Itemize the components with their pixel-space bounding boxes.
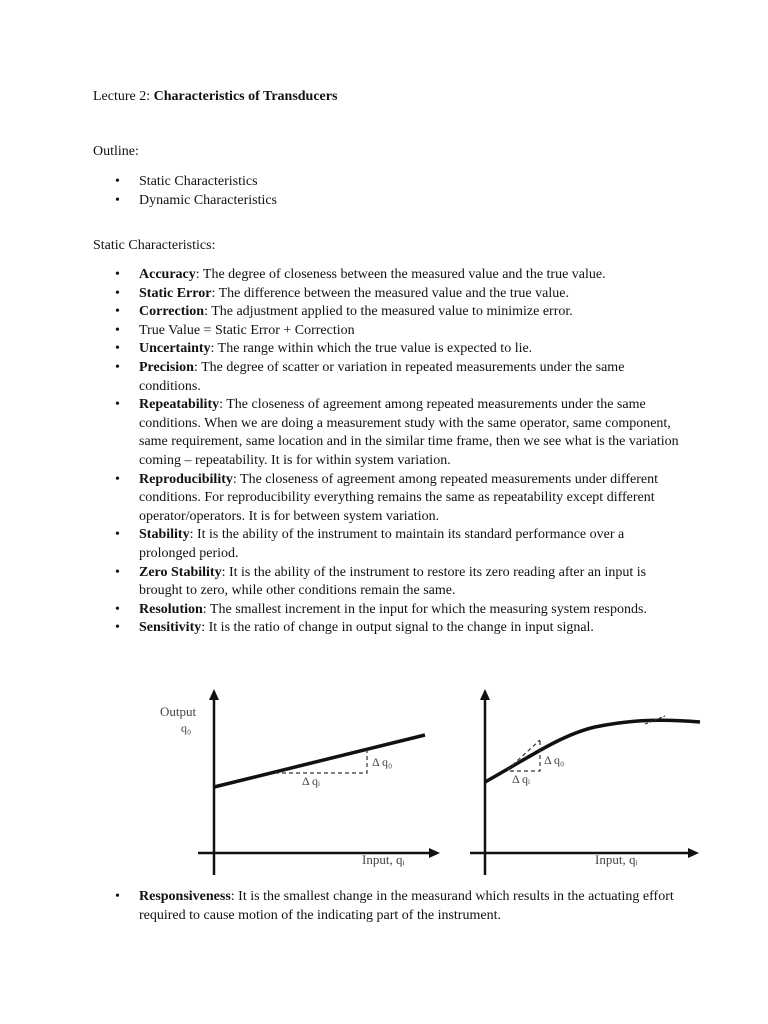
output-label: Output	[160, 704, 197, 719]
static-heading: Static Characteristics:	[93, 238, 216, 253]
definition-item	[93, 564, 683, 601]
definition-text: : The difference between the measured value and the true value.	[211, 285, 569, 301]
definition-item	[93, 266, 683, 285]
y-axis-arrow	[480, 689, 490, 700]
definition-text: : The closeness of agreement among repeated measurements under different conditions. For reproducibility everything remains the same as repeatability except different operator/operators. It is for between system variation.	[139, 471, 659, 524]
definition-item	[93, 285, 683, 304]
output-symbol: q₀	[181, 721, 192, 735]
delta-output-label: Δ q₀	[544, 753, 565, 767]
definition-item	[93, 888, 683, 925]
definition-text: : The adjustment applied to the measured value to minimize error.	[204, 304, 573, 320]
definition-item	[93, 303, 683, 322]
outline-item: • Static Characteristics	[93, 173, 683, 192]
outline-list	[93, 173, 683, 210]
definition-item	[93, 471, 683, 527]
outline-item: • Dynamic Characteristics	[93, 192, 683, 211]
input-label: Input, qᵢ	[362, 852, 405, 867]
post-figure-list	[93, 888, 683, 925]
definition-text: : The degree of closeness between the measured value and the true value.	[195, 267, 606, 282]
definition-term: Precision	[139, 359, 194, 375]
definition-term: Uncertainty	[139, 341, 211, 357]
definition-item	[93, 322, 683, 341]
y-axis-arrow	[209, 689, 219, 700]
static-characteristics-list	[93, 266, 683, 638]
definition-text: : The degree of scatter or variation in repeated measurements under the same conditions.	[139, 359, 625, 394]
definition-text: : It is the ability of the instrument to maintain its standard performance over a prolonged period.	[139, 527, 625, 561]
definition-text: : The smallest increment in the input for which the measuring system responds.	[202, 601, 647, 617]
definition-text: True Value = Static Error + Correction	[139, 322, 355, 338]
definition-item	[93, 526, 683, 563]
lecture-title-line	[93, 88, 337, 107]
definition-item	[93, 340, 683, 359]
delta-input-label: Δ qᵢ	[302, 774, 321, 788]
definition-item	[93, 601, 683, 620]
definition-item	[93, 359, 683, 396]
delta-input-label: Δ qᵢ	[512, 772, 531, 786]
definition-term: Sensitivity	[139, 620, 202, 636]
definition-text: : It is the ability of the instrument to restore its zero reading after an input is brought to zero, while other conditions remain the same.	[139, 564, 647, 599]
x-axis-arrow	[688, 848, 699, 858]
definition-text: : It is the ratio of change in output signal to the change in input signal.	[201, 620, 594, 636]
definition-term: Accuracy	[139, 267, 196, 282]
definition-term: Zero Stability	[139, 564, 222, 580]
input-label: Input, qᵢ	[595, 852, 638, 867]
outline-heading: Outline:	[93, 144, 139, 159]
definition-text: : The closeness of agreement among repeated measurements under the same conditions. When we are doing a measurement study with the same operator, same component, same requirement, same location and in the similar time frame, then we see what is the variation coming – repeatability. It is for within system variation.	[139, 397, 679, 468]
sensitivity-nonlinear-figure	[465, 685, 705, 880]
definition-term: Responsiveness	[139, 889, 231, 904]
definition-term: Resolution	[139, 601, 203, 617]
definition-term: Correction	[139, 304, 205, 320]
definition-text: : The range within which the true value is expected to lie.	[210, 341, 533, 357]
definition-item	[93, 396, 683, 470]
delta-output-label: Δ q₀	[372, 755, 393, 769]
definition-text: : It is the smallest change in the measurand which results in the actuating effort required to cause motion of the indicating part of the instrument.	[139, 889, 674, 923]
definition-term: Static Error	[139, 285, 212, 301]
definition-term: Reproducibility	[139, 471, 233, 487]
x-axis-arrow	[429, 848, 440, 858]
lecture-title: Characteristics of Transducers	[153, 89, 338, 104]
sensitivity-linear-figure	[150, 685, 440, 880]
definition-term: Stability	[139, 527, 190, 543]
definition-term: Repeatability	[139, 397, 220, 413]
lecture-label: Lecture 2:	[93, 89, 154, 104]
definition-item	[93, 619, 683, 638]
